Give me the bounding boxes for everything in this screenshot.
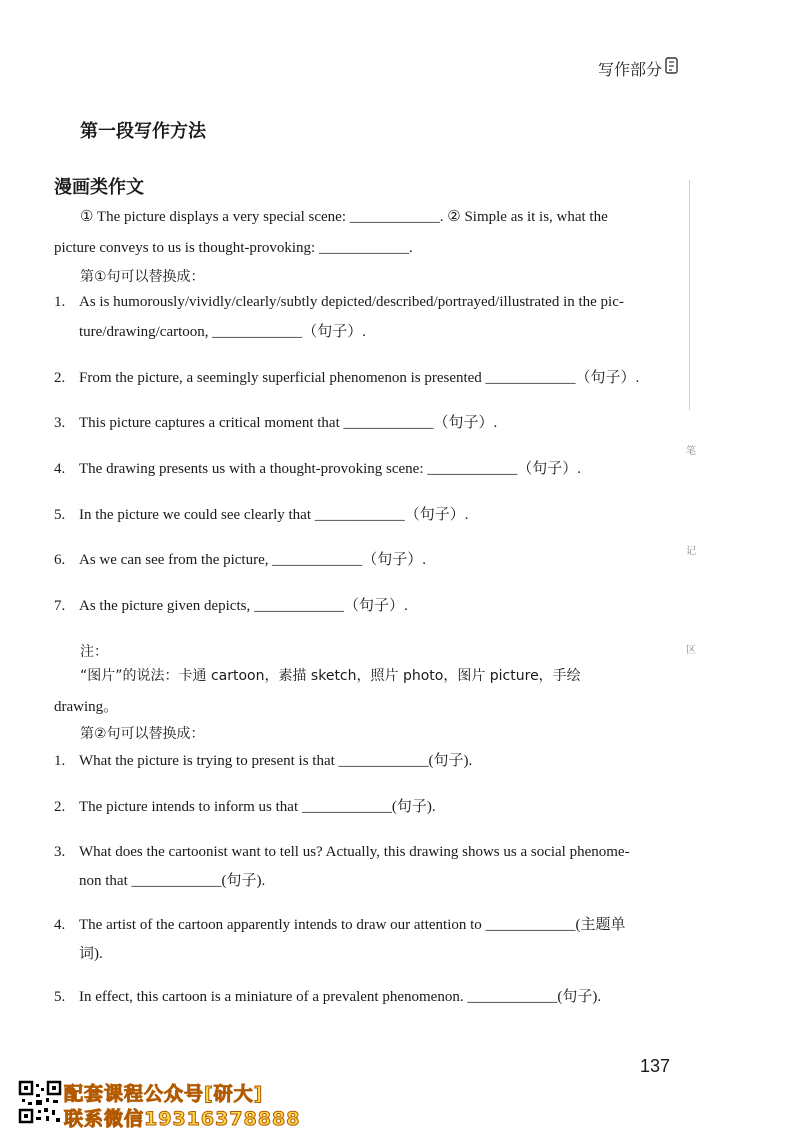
group2-num: 3.: [54, 844, 66, 860]
group1-num: 6.: [54, 552, 66, 568]
book-icon: [665, 57, 678, 74]
group2-num: 2.: [54, 799, 66, 815]
group1-num: 7.: [54, 598, 66, 614]
intro-line-2: picture conveys to us is thought-provoking: ____________.: [54, 240, 413, 256]
group1-item-6: As we can see from the picture, ____________（句子）.: [79, 552, 427, 568]
group2-item-1: What the picture is trying to present is that ____________(句子).: [79, 753, 473, 769]
group1-item-1-line-2: ture/drawing/cartoon, ____________（句子）.: [79, 324, 367, 340]
group2-item-2: The picture intends to inform us that ____________(句子).: [79, 799, 436, 815]
group2-label: 第②句可以替换成：: [80, 726, 205, 742]
header-title: 写作部分: [597, 60, 662, 79]
section-title: 第一段写作方法: [80, 121, 206, 142]
group2-item-3-line-2: non that ____________(句子).: [79, 873, 266, 889]
group1-item-5: In the picture we could see clearly that ____________（句子）.: [79, 507, 469, 523]
group2-item-4-line-1: The artist of the cartoon apparently intends to draw our attention to ____________(主题单: [79, 917, 626, 933]
promo-line-2: 联系微信19316378888: [64, 1108, 301, 1130]
group1-item-1-line-1: As is humorously/vividly/clearly/subtly depicted/described/portrayed/illustrated in the pic-: [79, 294, 624, 310]
group1-item-3: This picture captures a critical moment that ____________（句子）.: [79, 415, 498, 431]
margin-mark: 笔: [686, 446, 696, 457]
group1-item-2: From the picture, a seemingly superficial phenomenon is presented ____________（句子）.: [79, 370, 640, 386]
group1-num: 4.: [54, 461, 66, 477]
group1-num: 1.: [54, 294, 66, 310]
group2-num: 4.: [54, 917, 66, 933]
page-number: 137: [639, 1056, 670, 1076]
qr-code-icon: [18, 1080, 62, 1124]
margin-mark: 记: [686, 546, 696, 557]
group1-num: 2.: [54, 370, 66, 386]
group1-num: 5.: [54, 507, 66, 523]
group1-label: 第①句可以替换成：: [80, 269, 205, 285]
note-line-1: “图片”的说法：卡通 cartoon，素描 sketch，照片 photo，图片 picture，手绘: [80, 668, 581, 684]
intro-line-1: ① The picture displays a very special scene: ____________. ② Simple as it is, what the: [80, 209, 608, 225]
note-line-2: drawing。: [54, 699, 119, 715]
group1-item-4: The drawing presents us with a thought-provoking scene: ____________（句子）.: [79, 461, 582, 477]
group1-num: 3.: [54, 415, 66, 431]
note-label: 注：: [80, 644, 108, 660]
group2-num: 5.: [54, 989, 66, 1005]
group2-item-4-line-2: 词).: [79, 946, 103, 962]
promo-line-1: 配套课程公众号[研大]: [64, 1083, 264, 1105]
group2-item-5: In effect, this cartoon is a miniature of a prevalent phenomenon. ____________(句子).: [79, 989, 602, 1005]
margin-rule: [689, 180, 690, 410]
group2-num: 1.: [54, 753, 66, 769]
margin-mark: 区: [686, 645, 696, 656]
group1-item-7: As the picture given depicts, ____________（句子）.: [79, 598, 408, 614]
sub-title: 漫画类作文: [54, 177, 144, 198]
group2-item-3-line-1: What does the cartoonist want to tell us? Actually, this drawing shows us a social phenome-: [79, 844, 630, 860]
